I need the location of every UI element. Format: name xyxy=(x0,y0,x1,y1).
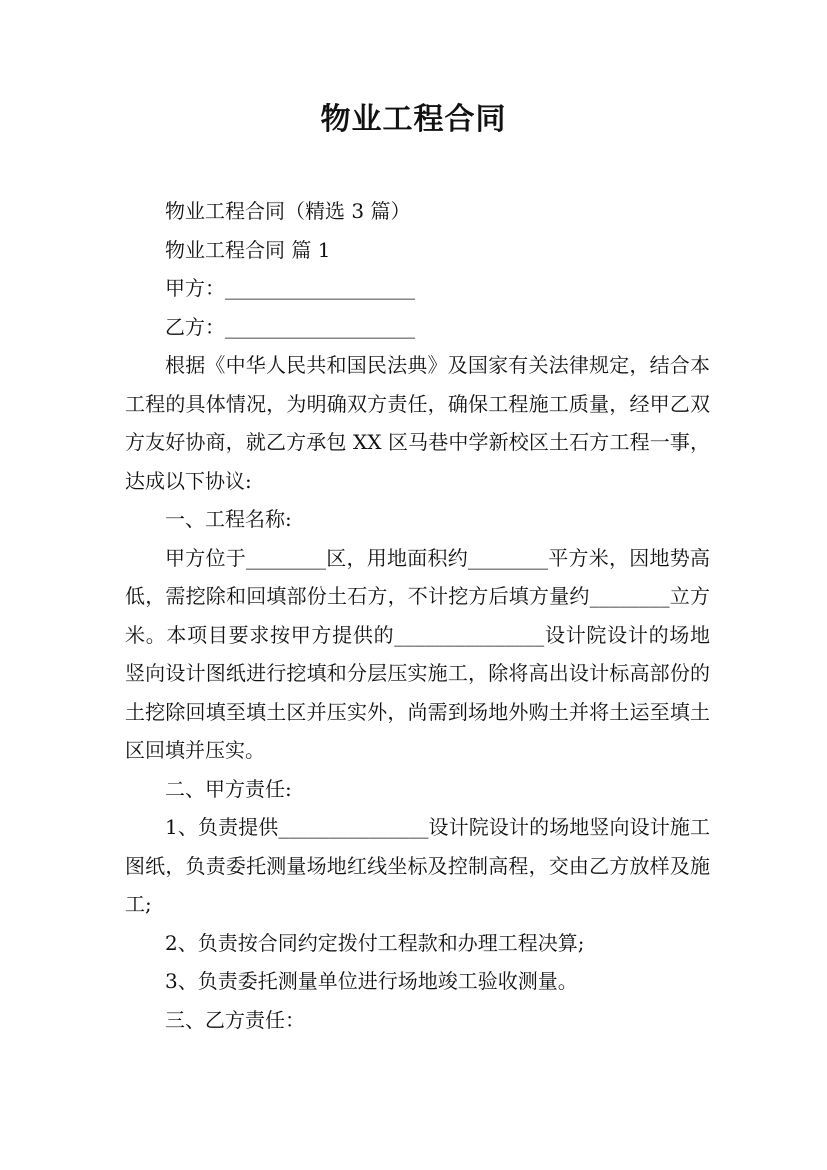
document-title: 物业工程合同 xyxy=(320,102,507,137)
paragraph-subtitle: 物业工程合同（精选 3 篇） xyxy=(165,199,411,223)
party-a-duty-3: 3、负责委托测量单位进行场地竣工验收测量。 xyxy=(165,969,578,993)
party-a-duty-2: 2、负责按合同约定拨付工程款和办理工程决算; xyxy=(165,930,585,955)
heading-party-b-duties: 三、乙方责任： xyxy=(165,1007,305,1032)
paragraph-section-heading: 物业工程合同 篇 1 xyxy=(165,237,331,262)
party-b-line: 乙方：___________________ xyxy=(165,314,415,339)
paragraph-project-description: 甲方位于________区，用地面积约________平方米，因地势高低，需挖除和回填部份土石方，不计挖方后填方量约________立方米。本项目要求按甲方提供的_______________设计院设计的场地竖向设计图纸进行挖填和分层压实施工，除将高出设计标高部份的土挖除回填至填土区并压实外，尚需到场地外购土并将土运至填土区回填并压实。 xyxy=(125,545,710,762)
document-body xyxy=(125,192,710,1039)
heading-project-name: 一、工程名称: xyxy=(165,507,292,531)
heading-party-a-duties: 二、甲方责任: xyxy=(165,776,292,801)
party-a-duty-1: 1、负责提供_______________设计院设计的场地竖向设计施工图纸，负责委托测量场地红线坐标及控制高程，交由乙方放样及施工; xyxy=(125,815,710,916)
paragraph-preamble: 根据《中华人民共和国民法典》及国家有关法律规定，结合本工程的具体情况，为明确双方责任，确保工程施工质量，经甲乙双方友好协商，就乙方承包 XX 区马巷中学新校区土石方工程一事，达成以下协议: xyxy=(125,353,710,493)
party-a-line: 甲方：___________________ xyxy=(165,276,415,300)
